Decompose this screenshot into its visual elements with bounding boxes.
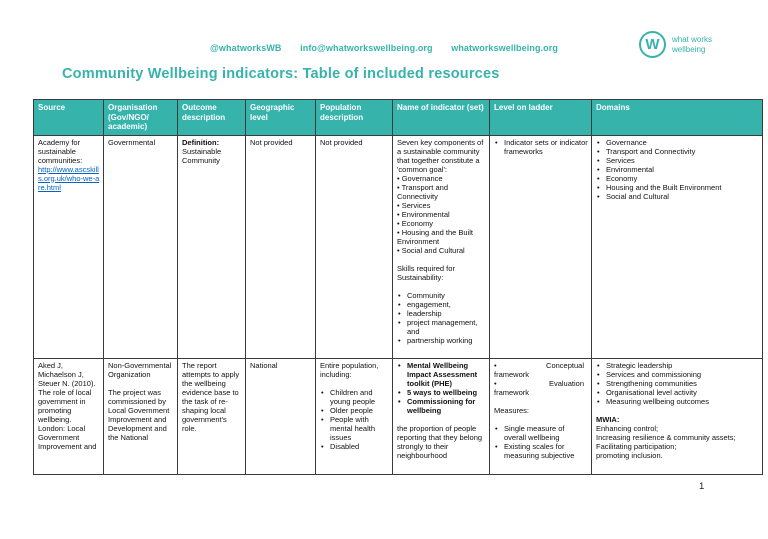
column-header: Level on ladder <box>490 100 592 136</box>
cell-paragraph: Measures: <box>494 405 530 415</box>
logo-letter: W <box>645 36 660 53</box>
bullet-item: • Services <box>596 156 759 165</box>
text-segment: framework <box>494 387 530 397</box>
table-cell <box>490 358 592 474</box>
cell-content <box>182 361 242 473</box>
cell-paragraph: Not provided <box>320 137 363 147</box>
bullet-item: • project management, and <box>397 318 486 336</box>
cell-content <box>494 138 588 357</box>
justified-bullet-paragraph <box>494 379 588 397</box>
table-cell <box>178 358 246 474</box>
website-url: whatworkswellbeing.org <box>451 43 558 53</box>
blank-line <box>108 379 174 388</box>
cell-content <box>38 138 100 357</box>
column-header: Population description <box>316 100 393 136</box>
bullet-item: • Transport and Connectivity <box>596 147 759 156</box>
blank-line <box>397 282 486 291</box>
column-header: Geographic level <box>246 100 316 136</box>
table-cell <box>316 135 393 358</box>
column-header: Source <box>34 100 104 136</box>
table-cell <box>592 358 763 474</box>
bullet-item: • Strengthening communities <box>596 379 759 388</box>
cell-paragraph: Non-Governmental Organization <box>108 360 172 379</box>
cell-bullet-list <box>494 424 588 460</box>
bullet-item: • People with mental health issues <box>320 415 389 442</box>
cell-paragraph: The project was commissioned by Local Government Improvement and Development and the National <box>108 387 170 442</box>
cell-paragraph: Enhancing control; <box>596 423 659 433</box>
bullet-item: • Single measure of overall wellbeing <box>494 424 588 442</box>
table-cell <box>316 358 393 474</box>
cell-paragraph: Skills required for Sustainability: <box>397 263 455 282</box>
table-cell <box>104 358 178 474</box>
bullet-item: • Existing scales for measuring subjective <box>494 442 588 460</box>
bullet-item: • Mental Wellbeing Impact Assessment toolkit (PHE) <box>397 361 486 388</box>
cell-bullet-list <box>397 291 486 345</box>
text-segment: Sustainable Community <box>182 146 222 165</box>
cell-paragraph: • Economy <box>397 218 433 228</box>
table-cell <box>393 358 490 474</box>
cell-paragraph: Not provided <box>250 137 293 147</box>
cell-content <box>250 138 312 357</box>
table-cell <box>393 135 490 358</box>
blank-line <box>596 406 759 415</box>
cell-paragraph: Seven key components of a sustainable community that together constitute a 'common goal': <box>397 137 484 174</box>
cell-content <box>397 138 486 357</box>
blank-line <box>397 415 486 424</box>
justified-bullet-paragraph <box>494 361 588 379</box>
text-segment: Evaluation <box>548 378 584 388</box>
cell-content <box>596 138 759 357</box>
column-header: Outcome description <box>178 100 246 136</box>
cell-paragraph: MWIA: <box>596 414 620 424</box>
bullet-item: • 5 ways to wellbeing <box>397 388 486 397</box>
cell-content <box>494 361 588 473</box>
blank-line <box>397 255 486 264</box>
twitter-handle: @whatworksWB <box>210 43 282 53</box>
logo-wordmark-line2: wellbeing <box>672 44 706 54</box>
page-number: 1 <box>699 481 705 492</box>
table-cell <box>34 358 104 474</box>
bullet-item: • Children and young people <box>320 388 389 406</box>
cell-paragraph: National <box>250 360 278 370</box>
cell-content <box>108 138 174 357</box>
cell-paragraph: the proportion of people reporting that they belong strongly to their neighbourhood <box>397 423 483 460</box>
source-hyperlink[interactable]: http://www.ascskills.org.uk/who-we-are.html <box>38 164 100 192</box>
cell-paragraph: • Governance <box>397 173 443 183</box>
bullet-item: • Organisational level activity <box>596 388 759 397</box>
blank-line <box>494 397 588 406</box>
cell-paragraph: Entire population, including: <box>320 360 379 379</box>
cell-paragraph: Governmental <box>108 137 156 147</box>
logo-w-icon <box>639 31 666 58</box>
cell-paragraph: Facilitating participation; <box>596 441 677 451</box>
table-header-row <box>34 100 763 136</box>
cell-content <box>108 361 174 473</box>
bullet-item: • Measuring wellbeing outcomes <box>596 397 759 406</box>
bullet-glyph: • <box>494 378 497 388</box>
bullet-item: • Community <box>397 291 486 300</box>
cell-bullet-list <box>596 138 759 201</box>
text-segment: Definition: <box>182 137 220 147</box>
bullet-item: • Economy <box>596 174 759 183</box>
logo-wordmark-line1: what works <box>672 35 713 44</box>
bullet-item: • engagement, <box>397 300 486 309</box>
bullet-item: • Housing and the Built Environment <box>596 183 759 192</box>
cell-content <box>320 361 389 473</box>
resources-table-container <box>33 99 763 475</box>
table-cell <box>592 135 763 358</box>
column-header: Domains <box>592 100 763 136</box>
bullet-item: • Services and commissioning <box>596 370 759 379</box>
cell-paragraph: • Social and Cultural <box>397 245 465 255</box>
cell-paragraph: • Environmental <box>397 209 450 219</box>
cell-content <box>397 361 486 473</box>
table-cell <box>246 358 316 474</box>
text-segment: framework <box>494 369 530 379</box>
cell-paragraph: promoting inclusion. <box>596 450 663 460</box>
cell-paragraph: • Services <box>397 200 431 210</box>
email-address: info@whatworkswellbeing.org <box>300 43 433 53</box>
cell-bullet-list <box>320 388 389 451</box>
cell-paragraph <box>182 138 242 165</box>
cell-content <box>38 361 100 473</box>
blank-line <box>320 379 389 388</box>
cell-paragraph: The report attempts to apply the wellbeing evidence base to the task of re-shaping local government's role. <box>182 360 240 433</box>
cell-paragraph: Aked J, Michaelson J, Steuer N. (2010). The role of local government in promoting wellbeing. London: Local Government Improvement and <box>38 360 97 451</box>
bullet-item: • Older people <box>320 406 389 415</box>
page-title: Community Wellbeing indicators: Table of included resources <box>62 66 500 82</box>
column-header: Name of indicator (set) <box>393 100 490 136</box>
logo-wordmark <box>672 35 712 54</box>
table-row <box>34 358 763 474</box>
cell-bullet-list <box>494 138 588 156</box>
cell-bullet-list <box>397 361 486 415</box>
bullet-glyph: • <box>494 360 497 370</box>
cell-bullet-list <box>596 361 759 406</box>
table-row <box>34 135 763 358</box>
bullet-item: • Disabled <box>320 442 389 451</box>
text-segment: Conceptual <box>546 360 584 370</box>
what-works-wellbeing-logo <box>639 31 712 58</box>
table-cell <box>246 135 316 358</box>
bullet-item: • Environmental <box>596 165 759 174</box>
bullet-item: • Commissioning for wellbeing <box>397 397 486 415</box>
bullet-item: • leadership <box>397 309 486 318</box>
cell-content <box>250 361 312 473</box>
cell-paragraph: Academy for sustainable communities: <box>38 137 83 165</box>
column-header: Organisation (Gov/NGO/ academic) <box>104 100 178 136</box>
bullet-item: • Social and Cultural <box>596 192 759 201</box>
cell-paragraph: Increasing resilience & community assets; <box>596 432 736 442</box>
bullet-item: • Strategic leadership <box>596 361 759 370</box>
bullet-item: • Indicator sets or indicator frameworks <box>494 138 588 156</box>
cell-content <box>182 138 242 357</box>
table-cell <box>104 135 178 358</box>
cell-content <box>320 138 389 357</box>
cell-content <box>596 361 759 473</box>
cell-paragraph: • Transport and Connectivity <box>397 182 448 201</box>
blank-line <box>494 415 588 424</box>
bullet-item: • Governance <box>596 138 759 147</box>
table-cell <box>490 135 592 358</box>
resources-table <box>33 99 763 475</box>
table-cell <box>34 135 104 358</box>
bullet-item: • partnership working <box>397 336 486 345</box>
table-cell <box>178 135 246 358</box>
cell-paragraph: • Housing and the Built Environment <box>397 227 474 246</box>
